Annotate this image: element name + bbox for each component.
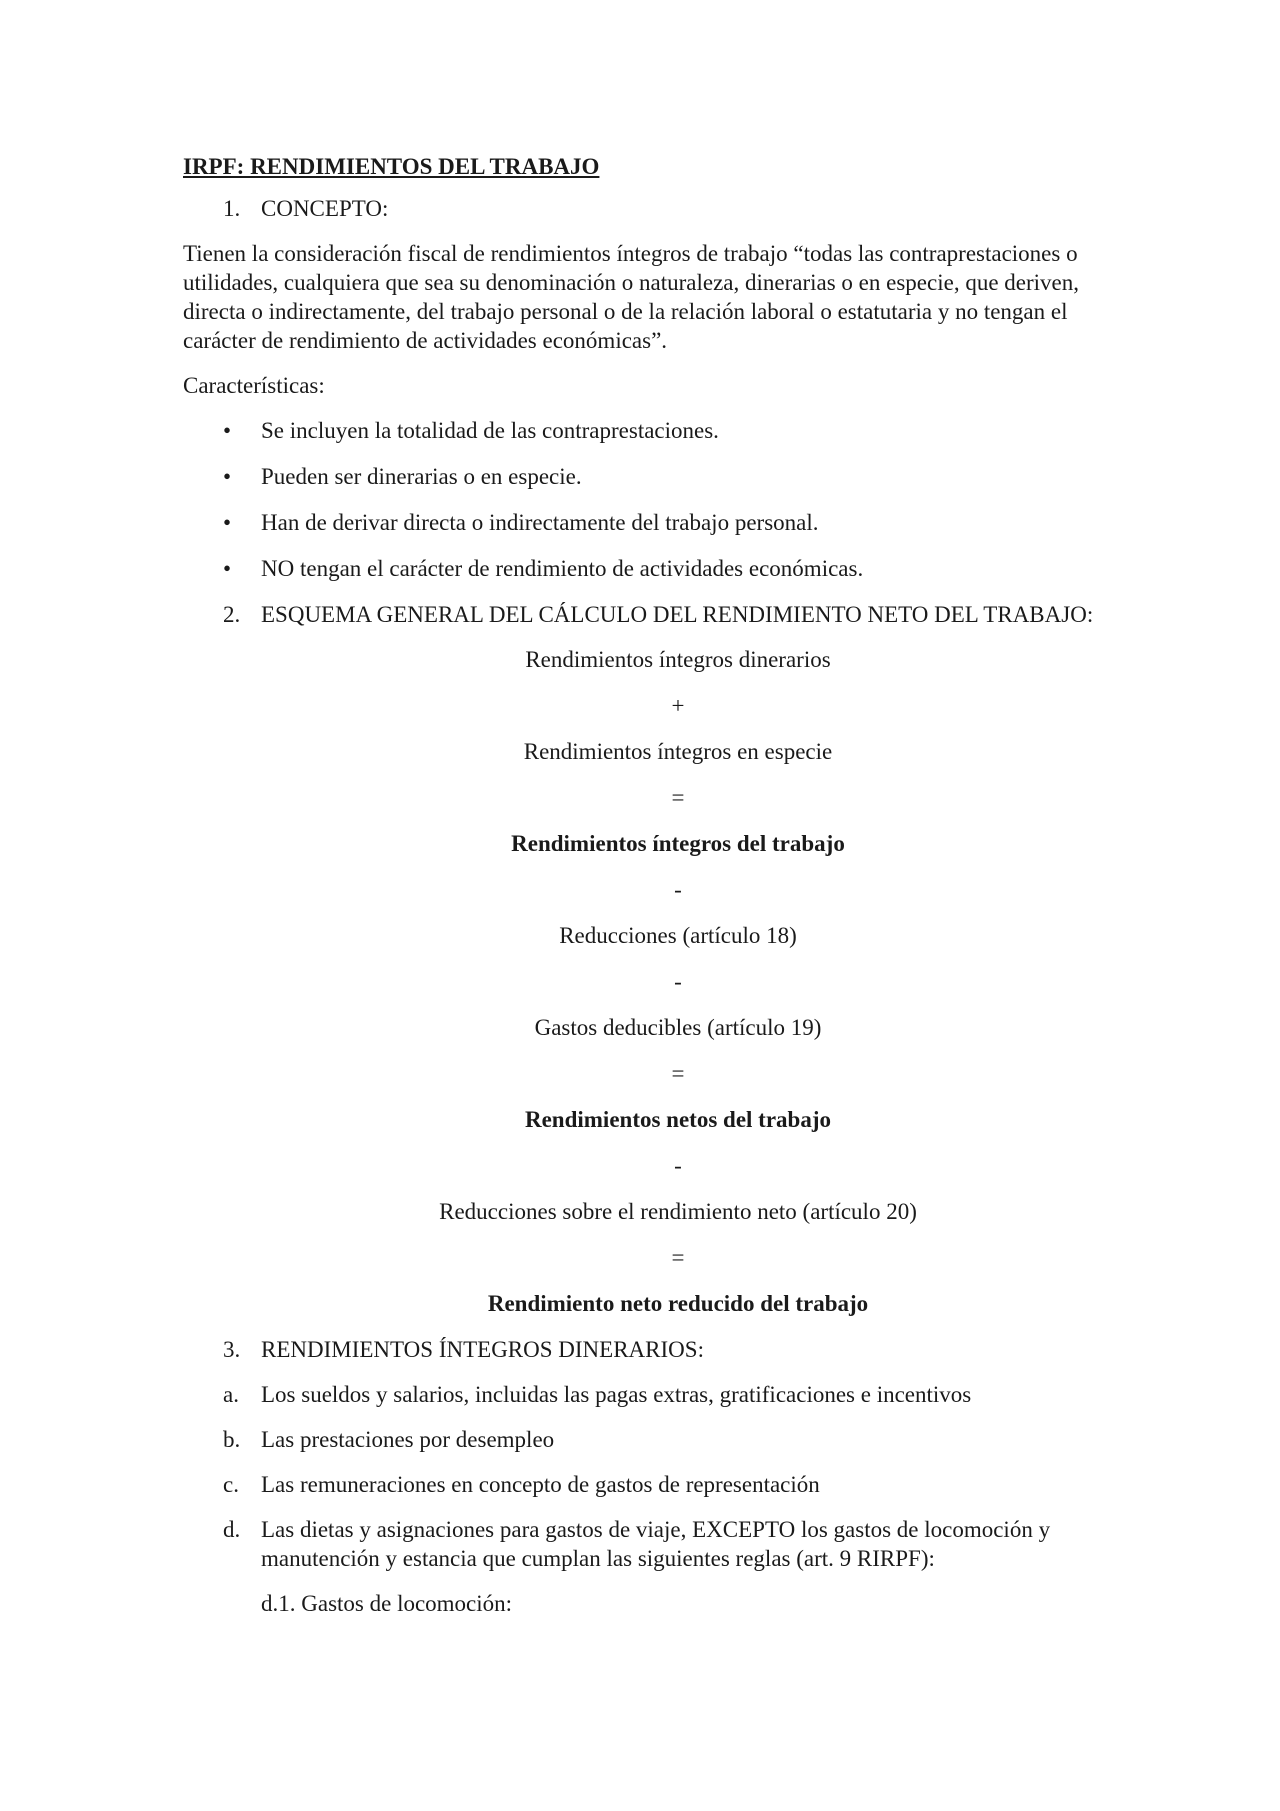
list-item-letter: a. [223,1382,239,1407]
sub-list-item: d.1. Gastos de locomoción: [261,1591,513,1616]
list-item [183,1515,1095,1573]
list-item-letter: b. [223,1427,241,1452]
bullet-item [183,416,1095,445]
document-page [183,152,1095,1634]
scheme-result: Rendimiento neto reducido del trabajo [487,1291,869,1316]
list-item-text: Las remuneraciones en concepto de gastos de representación [261,1472,820,1497]
bullet-item [183,554,1095,583]
list-item-text: Los sueldos y salarios, incluidas las pagas extras, gratificaciones e incentivos [261,1382,972,1407]
list-item-text: Las prestaciones por desempleo [261,1427,555,1452]
section-number: 3. [223,1337,241,1362]
scheme-operator: = [671,1061,685,1086]
list-item [183,1380,1095,1409]
bullet-icon: • [223,464,232,489]
bullet-text: Pueden ser dinerarias o en especie. [261,464,582,489]
scheme-operator: = [671,1245,685,1270]
scheme-line: Reducciones sobre el rendimiento neto (artículo 20) [439,1199,917,1224]
bullet-text: Han de derivar directa o indirectamente del trabajo personal. [261,510,819,535]
list-item [183,1425,1095,1454]
intro-paragraph: Tienen la consideración fiscal de rendimientos íntegros de trabajo “todas las contraprestaciones o utilidades, cualquiera que sea su denominación o naturaleza, dinerarias o en especie, que deriven, directa o indirectamente, del trabajo personal o de la relación laboral o estatutaria y no tengan el carácter de rendimiento de actividades económicas”. [183,241,1079,353]
list-item-letter: c. [223,1472,239,1497]
scheme-line: Reducciones (artículo 18) [559,923,797,948]
bullet-text: NO tengan el carácter de rendimiento de actividades económicas. [261,556,864,581]
scheme-operator: - [674,1153,682,1178]
bullet-icon: • [223,510,232,535]
section-rendimientos-heading [183,1335,1095,1364]
scheme-line: Rendimientos íntegros dinerarios [525,647,831,672]
bullet-item [183,508,1095,537]
scheme-operator: + [671,693,685,718]
scheme-operator: - [674,969,682,994]
scheme-result: Rendimientos íntegros del trabajo [511,831,845,856]
section-heading-text: RENDIMIENTOS ÍNTEGROS DINERARIOS: [261,1337,704,1362]
section-heading-text: CONCEPTO: [261,196,389,221]
list-item-text: Las dietas y asignaciones para gastos de viaje, EXCEPTO los gastos de locomoción y manutención y estancia que cumplan las siguientes reglas (art. 9 RIRPF): [261,1517,1051,1571]
bullet-text: Se incluyen la totalidad de las contraprestaciones. [261,418,719,443]
scheme-line: Gastos deducibles (artículo 19) [534,1015,822,1040]
scheme-line: Rendimientos íntegros en especie [523,739,833,764]
scheme-operator: = [671,785,685,810]
section-heading-text: ESQUEMA GENERAL DEL CÁLCULO DEL RENDIMIENTO NETO DEL TRABAJO: [261,602,1094,627]
scheme-result: Rendimientos netos del trabajo [524,1107,832,1132]
characteristics-label: Características: [183,373,325,398]
list-item [183,1470,1095,1499]
bullet-icon: • [223,418,232,443]
section-esquema-heading [183,600,1095,629]
section-number: 2. [223,602,241,627]
list-item-letter: d. [223,1517,241,1542]
scheme-operator: - [674,877,682,902]
section-number: 1. [223,196,241,221]
bullet-icon: • [223,556,232,581]
section-concepto-heading [183,194,1095,223]
bullet-item [183,462,1095,491]
document-title: IRPF: RENDIMIENTOS DEL TRABAJO [183,154,600,179]
